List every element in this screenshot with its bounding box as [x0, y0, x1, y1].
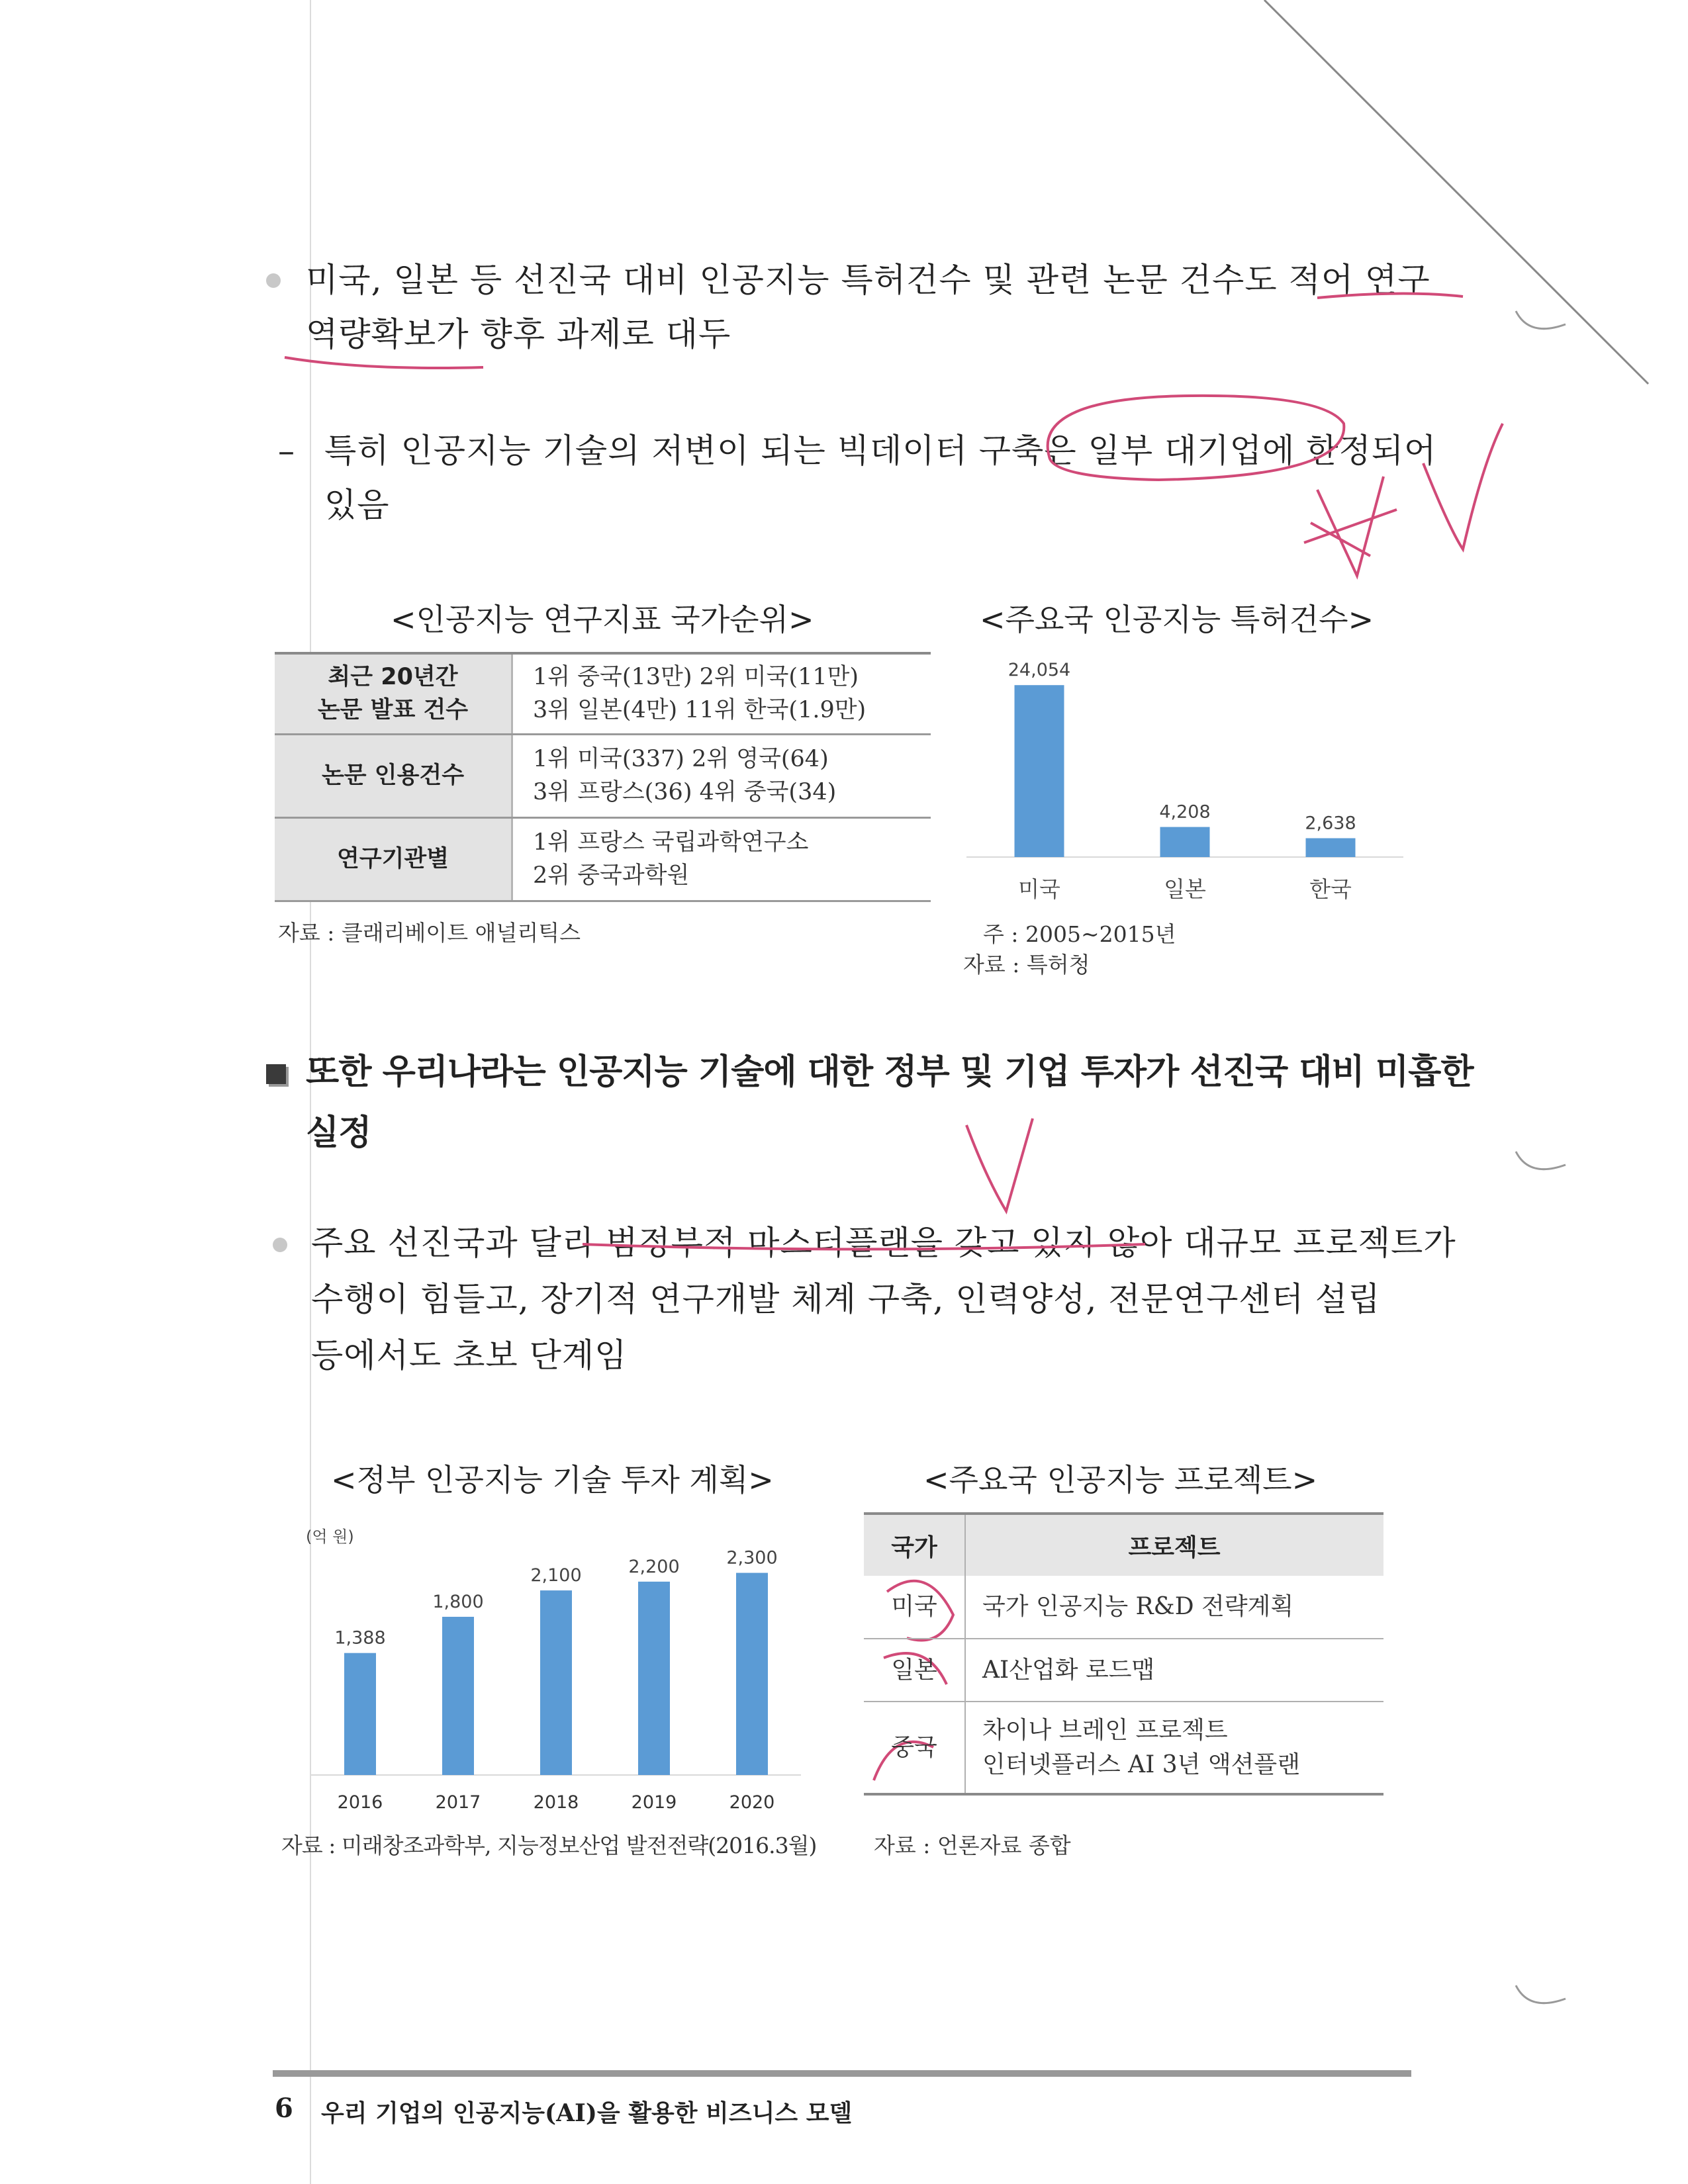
project-table-caption: <주요국 인공지능 프로젝트>	[923, 1462, 1318, 1498]
dash-marker: –	[278, 432, 295, 470]
data-label-2016: 1,388	[334, 1627, 386, 1649]
invest-bar-chart	[298, 1516, 808, 1827]
invest-chart-source: 자료 : 미래창조과학부, 지능정보산업 발전전략(2016.3월)	[281, 1833, 817, 1858]
patent-chart-source: 자료 : 특허청	[963, 952, 1090, 978]
bar-2020	[736, 1573, 768, 1775]
sub-text-line1: 특히 인공지능 기술의 저변이 되는 빅데이터 구축은 일부 대기업에 한정되어	[324, 432, 1437, 470]
data-label-한국: 2,638	[1305, 813, 1356, 834]
rank-value-line1: 1위 미국(337) 2위 영국(64)	[533, 746, 829, 772]
section2-heading-line2: 실정	[306, 1113, 371, 1153]
rank-value-line1: 1위 프랑스 국립과학연구소	[533, 829, 809, 856]
section2-bullet-line2: 수행이 힘들고, 장기적 연구개발 체계 구축, 인력양성, 전문연구센터 설립	[311, 1280, 1381, 1318]
category-label-일본: 일본	[1164, 876, 1206, 902]
data-label-2020: 2,300	[726, 1547, 778, 1569]
category-label-2018: 2018	[533, 1792, 579, 1813]
header-country: 국가	[864, 1514, 965, 1576]
footer-title: 우리 기업의 인공지능(AI)을 활용한 비즈니스 모델	[321, 2099, 853, 2127]
table-row	[864, 1576, 1383, 1639]
project-cell: 국가 인공지능 R&D 전략계획	[965, 1576, 1383, 1639]
section2-heading-line1: 또한 우리나라는 인공지능 기술에 대한 정부 및 기업 투자가 선진국 대비 미흡한	[306, 1052, 1474, 1092]
bar-2018	[540, 1590, 572, 1775]
rank-label-line1: 논문 인용건수	[321, 762, 465, 789]
project-line1: 차이나 브레인 프로젝트	[982, 1716, 1228, 1744]
sub-text-line2: 있음	[324, 486, 390, 524]
bar-2019	[638, 1582, 670, 1775]
rank-table-caption: <인공지능 연구지표 국가순위>	[391, 602, 814, 637]
rank-value-line2: 3위 프랑스(36) 4위 중국(34)	[533, 779, 837, 805]
rank-value-line1: 1위 중국(13만) 2위 미국(11만)	[533, 664, 859, 691]
country-cell: 중국	[864, 1702, 965, 1794]
country-cell: 미국	[864, 1576, 965, 1639]
table-row	[864, 1702, 1383, 1794]
category-label-2019: 2019	[631, 1792, 677, 1813]
data-label-2019: 2,200	[628, 1556, 680, 1577]
patent-chart-caption: <주요국 인공지능 특허건수>	[980, 602, 1374, 637]
bullet-text-line2: 역량확보가 향후 과제로 대두	[306, 315, 731, 353]
rank-label-line1: 최근 20년간	[328, 664, 458, 691]
category-label-2017: 2017	[435, 1792, 481, 1813]
rank-label-line1: 연구기관별	[336, 846, 449, 872]
patent-chart-note: 주 : 2005~2015년	[983, 921, 1176, 947]
project-cell: AI산업화 로드맵	[965, 1639, 1383, 1702]
section2-bullet-line1: 주요 선진국과 달리 범정부적 마스터플랜을 갖고 있지 않아 대규모 프로젝트가	[311, 1224, 1456, 1262]
rank-label-line2: 논문 발표 건수	[317, 697, 469, 724]
rank-value-line2: 3위 일본(4만) 11위 한국(1.9만)	[533, 697, 867, 724]
category-label-미국: 미국	[1018, 876, 1060, 902]
header-project: 프로젝트	[965, 1514, 1383, 1576]
project-line2: 인터넷플러스 AI 3년 액션플랜	[982, 1751, 1300, 1778]
bar-2016	[344, 1653, 376, 1775]
unit-label: (억 원)	[306, 1527, 354, 1546]
data-label-일본: 4,208	[1159, 801, 1211, 823]
footer-page-number: 6	[275, 2093, 293, 2124]
bar-2017	[442, 1617, 474, 1775]
category-label-2016: 2016	[337, 1792, 383, 1813]
project-cell	[965, 1702, 1383, 1794]
category-label-2020: 2020	[729, 1792, 775, 1813]
table-row	[864, 1639, 1383, 1702]
country-cell: 일본	[864, 1639, 965, 1702]
rank-value-line2: 2위 중국과학원	[533, 862, 690, 889]
table-header-row	[864, 1514, 1383, 1576]
data-label-2017: 1,800	[432, 1591, 484, 1612]
section2-bullet-line3: 등에서도 초보 단계임	[311, 1336, 628, 1375]
category-label-한국: 한국	[1309, 876, 1352, 902]
rank-table-source: 자료 : 클래리베이트 애널리틱스	[278, 920, 581, 946]
project-table-source: 자료 : 언론자료 종합	[874, 1833, 1071, 1858]
project-table	[864, 1512, 1383, 1796]
data-label-미국: 24,054	[1008, 660, 1071, 681]
bullet-text-line1: 미국, 일본 등 선진국 대비 인공지능 특허건수 및 관련 논문 건수도 적어 연구	[306, 261, 1430, 299]
data-label-2018: 2,100	[530, 1565, 582, 1586]
invest-chart-caption: <정부 인공지능 기술 투자 계획>	[331, 1462, 774, 1498]
footer-rule	[273, 2070, 1411, 2077]
